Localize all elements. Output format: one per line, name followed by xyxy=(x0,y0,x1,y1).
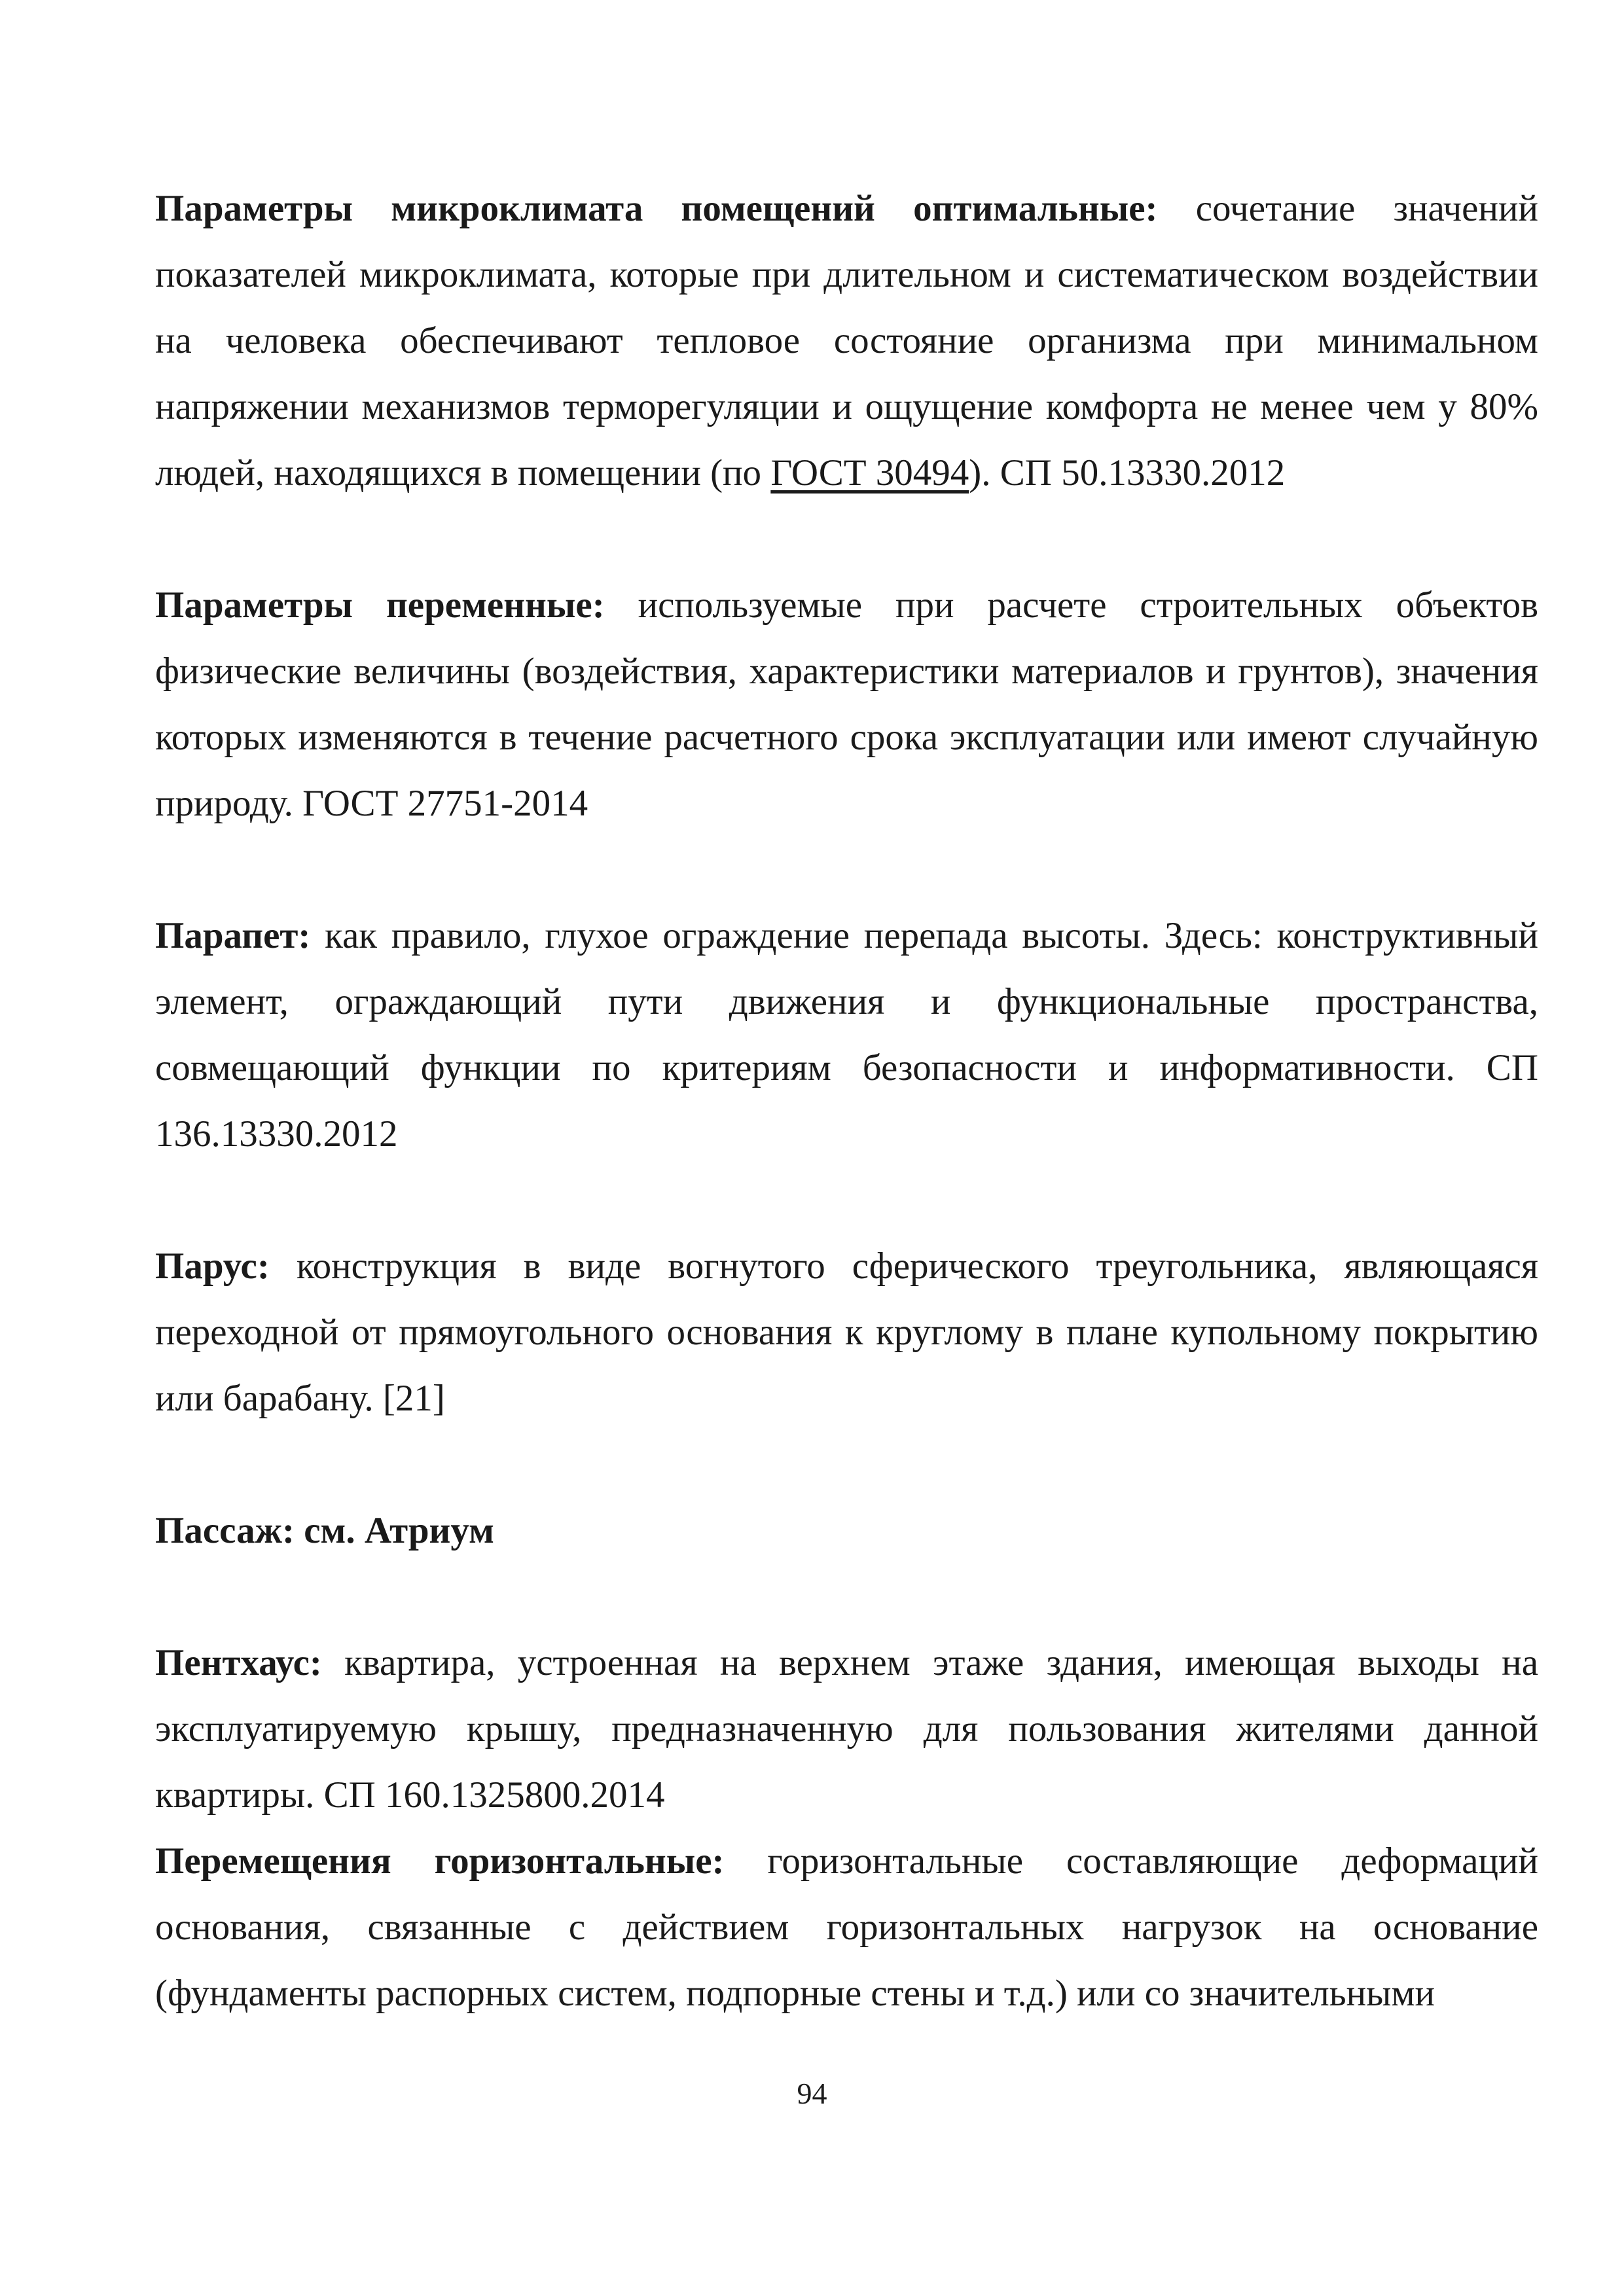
glossary-entry xyxy=(155,1498,1538,1564)
entry-term: Параметры переменные: xyxy=(155,584,605,626)
glossary-entry xyxy=(155,1828,1538,2026)
glossary-entry xyxy=(155,903,1538,1167)
glossary-entry xyxy=(155,1630,1538,1828)
entry-definition: сочетание значений показателей микроклимата, которые при длительном и систематическом воздействии на человека обеспечивают тепловое состояние организма при минимальном напряжении механизмов терморегуляции и ощущение комфорта не менее чем у 80% людей, находящихся в помещении (по xyxy=(155,188,1538,493)
entry-definition: используемые при расчете строительных объектов физические величины (воздействия, характеристики материалов и грунтов), значения которых изменяются в течение расчетного срока эксплуатации или имеют случайную природу. ГОСТ 27751-2014 xyxy=(155,584,1538,824)
entry-term: Параметры микроклимата помещений оптимальные: xyxy=(155,188,1158,229)
entry-definition: квартира, устроенная на верхнем этаже здания, имеющая выходы на эксплуатируемую крышу, предназначенную для пользования жителями данной квартиры. СП 160.1325800.2014 xyxy=(155,1642,1538,1816)
entry-term: Пентхаус: xyxy=(155,1642,322,1683)
entry-definition: как правило, глухое ограждение перепада высоты. Здесь: конструктивный элемент, ограждающий пути движения и функциональные пространства, совмещающий функции по критериям безопасности и информативности. СП 136.13330.2012 xyxy=(155,915,1538,1155)
glossary-entry xyxy=(155,175,1538,506)
page-number: 94 xyxy=(797,2077,827,2110)
gost-30494-link[interactable]: ГОСТ 30494 xyxy=(770,452,969,493)
entry-term: Парус: xyxy=(155,1246,270,1287)
glossary-entry xyxy=(155,572,1538,836)
glossary-content xyxy=(155,175,1538,2026)
entry-definition-end: ). СП 50.13330.2012 xyxy=(969,452,1286,493)
entry-term: Парапет: xyxy=(155,915,311,956)
glossary-entry xyxy=(155,1233,1538,1431)
entry-term: Перемещения горизонтальные: xyxy=(155,1840,725,1882)
entry-term: Пассаж: см. Атриум xyxy=(155,1510,494,1551)
entry-definition: конструкция в виде вогнутого сферического треугольника, являющаяся переходной от прямоугольного основания к круглому в плане купольному покрытию или барабану. [21] xyxy=(155,1246,1538,1419)
entry-definition: горизонтальные составляющие деформаций основания, связанные с действием горизонтальных нагрузок на основание (фундаменты распорных систем, подпорные стены и т.д.) или со значительными xyxy=(155,1840,1538,2014)
